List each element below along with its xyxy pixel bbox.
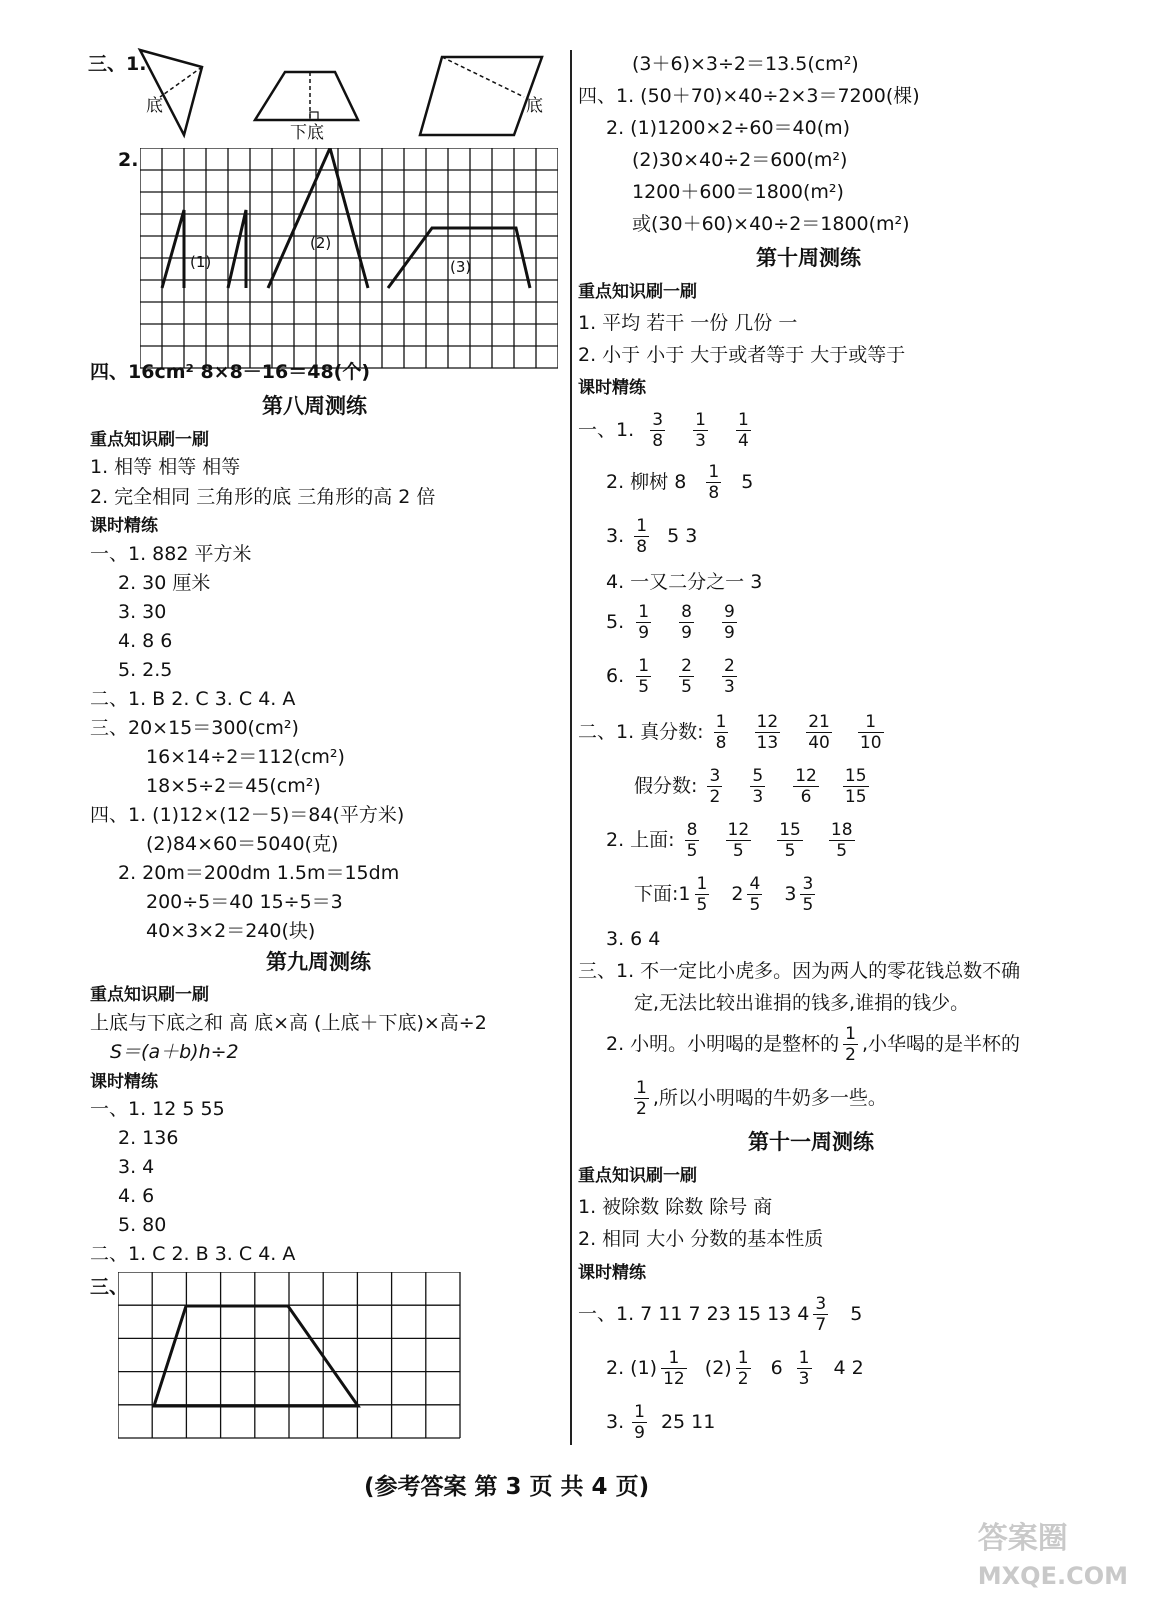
w10-2-2b-label: 下面: — [634, 883, 679, 905]
w10-zd1: 1. 平均 若干 一份 几份 一 — [578, 312, 798, 334]
w10-1-6-label: 6. — [606, 665, 625, 687]
frac-1-3: $\frac{1}{3}$ — [695, 410, 706, 451]
w10-3-2a-tail: ,小华喝的是半杯的 — [862, 1033, 1021, 1055]
w10-3-1b: 定,无法比较出谁捐的钱多,谁捐的钱少。 — [634, 992, 970, 1014]
w11-1-2-tail: 4 2 — [833, 1357, 864, 1379]
frac-9-9: $\frac{9}{9}$ — [723, 602, 735, 643]
w10-3-2a: 2. 小明。小明喝的是整杯的 — [606, 1033, 840, 1055]
w10-1-6-row — [606, 654, 741, 698]
w8-3a: 三、20×15＝300(cm²) — [90, 717, 299, 739]
frac-1-4: $\frac{1}{4}$ — [737, 410, 749, 451]
w8-1-2: 2. 30 厘米 — [118, 572, 211, 594]
w8-4b: (2)84×60＝5040(克) — [146, 833, 339, 855]
w10-2-2b-row — [634, 872, 819, 916]
w9-ks: 课时精练 — [90, 1072, 158, 1092]
w8-4d: 200÷5＝40 15÷5＝3 — [146, 891, 343, 913]
w9-1-3: 3. 4 — [118, 1156, 155, 1178]
frac-15-15: $\frac{15}{15}$ — [844, 766, 867, 807]
w11-1-1-row — [578, 1292, 862, 1336]
week9-title: 第九周测练 — [266, 950, 371, 974]
grid-label-3: (3) — [450, 258, 472, 276]
w10-1-2-tail: 5 — [741, 471, 754, 493]
w10-3-1a: 三、1. 不一定比小虎多。因为两人的零花钱总数不确 — [578, 960, 1021, 982]
grid-label-1: (1) — [190, 253, 212, 271]
w10-2-2-row — [606, 818, 859, 862]
shapes-figure — [130, 45, 560, 155]
w11-1-1: 一、1. 7 11 7 23 15 13 4 — [578, 1303, 810, 1325]
w8-zd2: 2. 完全相同 三角形的底 三角形的高 2 倍 — [90, 486, 436, 508]
r4-1: 四、1. (50＋70)×40÷2×3＝7200(棵) — [578, 85, 920, 107]
r4-2b: (2)30×40÷2＝600(m²) — [632, 149, 848, 171]
w8-ks: 课时精练 — [90, 516, 158, 536]
frac-1-8b: $\frac{1}{8}$ — [636, 516, 648, 557]
frac-3-7: $\frac{3}{7}$ — [815, 1294, 827, 1335]
w10-1-5-row — [606, 600, 741, 644]
frac-1-9: $\frac{1}{9}$ — [638, 602, 650, 643]
w10-1-1-label: 一、1. — [578, 419, 635, 441]
frac-1-5b: $\frac{1}{5}$ — [696, 874, 708, 915]
column-divider — [570, 50, 572, 1445]
frac-5-3: $\frac{5}{3}$ — [752, 766, 764, 807]
w9-zd1: 上底与下底之和 高 底×高 (上底＋下底)×高÷2 — [90, 1012, 487, 1034]
w10-1-3-label: 3. — [606, 525, 625, 547]
w10-2-2-label: 2. 上面: — [606, 829, 675, 851]
w9-2: 二、1. C 2. B 3. C 4. A — [90, 1243, 296, 1265]
w8-4e: 40×3×2＝240(块) — [146, 920, 316, 942]
r4-2d: 或(30＋60)×40÷2＝1800(m²) — [632, 213, 910, 235]
w10-2-1b-row — [634, 764, 873, 808]
parallelogram-shape — [420, 57, 542, 135]
w8-1-5: 5. 2.5 — [118, 659, 173, 681]
w10-2-3: 3. 6 4 — [606, 928, 661, 950]
w8-3b: 16×14÷2＝112(cm²) — [146, 746, 345, 768]
w8-zd: 重点知识刷一刷 — [90, 430, 209, 450]
frac-12-5: $\frac{12}{5}$ — [727, 820, 750, 861]
w10-1-4: 4. 一又二分之一 3 — [606, 571, 763, 593]
frac-12-13: $\frac{12}{13}$ — [756, 712, 779, 753]
frac-1-3b: $\frac{1}{3}$ — [798, 1348, 810, 1389]
w11-1-2-label: 2. (1) — [606, 1357, 658, 1379]
w9-zd2: S＝(a＋b)h÷2 — [110, 1041, 239, 1063]
w10-ks: 课时精练 — [578, 378, 646, 398]
w11-1-3-label: 3. — [606, 1411, 625, 1433]
frac-1-2: $\frac{1}{2}$ — [845, 1024, 856, 1065]
w9-1-1: 一、1. 12 5 55 — [90, 1098, 225, 1120]
w11-1-3-row — [606, 1400, 715, 1444]
w11-zd1: 1. 被除数 除数 除号 商 — [578, 1196, 773, 1218]
w11-1-1-tail: 5 — [850, 1303, 863, 1325]
s3-1-label: 三、1. — [88, 53, 147, 75]
frac-3-8: $\frac{3}{8}$ — [652, 410, 664, 451]
frac-8-5: $\frac{8}{5}$ — [686, 820, 698, 861]
label-di-2: 底 — [526, 96, 543, 116]
frac-2-5: $\frac{2}{5}$ — [681, 656, 692, 697]
w10-1-3-tail: 5 3 — [667, 525, 698, 547]
w8-1-1: 一、1. 882 平方米 — [90, 543, 252, 565]
trapezoid-shape — [255, 72, 358, 120]
w8-2: 二、1. B 2. C 3. C 4. A — [90, 688, 296, 710]
r4-2a: 2. (1)1200×2÷60＝40(m) — [606, 117, 851, 139]
w10-zd: 重点知识刷一刷 — [578, 282, 697, 302]
w8-3c: 18×5÷2＝45(cm²) — [146, 775, 321, 797]
w11-1-2-row — [606, 1346, 864, 1390]
w8-4a: 四、1. (1)12×(12－5)＝84(平方米) — [90, 804, 405, 826]
w10-3-2b-tail: ,所以小明喝的牛奶多一些。 — [652, 1087, 887, 1109]
w11-1-2-mid2: 6 — [770, 1357, 783, 1379]
w10-1-2-label: 2. 柳树 8 — [606, 471, 687, 493]
w9-1-4: 4. 6 — [118, 1185, 155, 1207]
frac-8-9: $\frac{8}{9}$ — [681, 602, 692, 643]
frac-1-8c: $\frac{1}{8}$ — [715, 712, 727, 753]
frac-18-5: $\frac{18}{5}$ — [830, 820, 853, 861]
w10-1-5-label: 5. — [606, 611, 625, 633]
frac-2-3: $\frac{2}{3}$ — [723, 656, 735, 697]
frac-1-2c: $\frac{1}{2}$ — [737, 1348, 749, 1389]
grid-figure-2 — [118, 1272, 462, 1440]
w10-1-3-row — [606, 514, 697, 558]
w11-1-3-tail: 25 11 — [660, 1411, 716, 1433]
w8-1-3: 3. 30 — [118, 601, 167, 623]
w9-1-2: 2. 136 — [118, 1127, 179, 1149]
w9-zd: 重点知识刷一刷 — [90, 985, 209, 1005]
w10-2-1-label: 二、1. 真分数: — [578, 721, 704, 743]
mixed-whole-1: 1 — [678, 883, 691, 905]
w9-1-5: 5. 80 — [118, 1214, 167, 1236]
frac-1-10: $\frac{1}{10}$ — [859, 712, 882, 753]
frac-1-9b: $\frac{1}{9}$ — [634, 1402, 645, 1443]
frac-3-2: $\frac{3}{2}$ — [709, 766, 721, 807]
frac-1-12: $\frac{1}{12}$ — [663, 1348, 685, 1389]
frac-1-5: $\frac{1}{5}$ — [638, 656, 650, 697]
week10-title: 第十周测练 — [756, 246, 861, 270]
w10-3-2a-row — [606, 1022, 1020, 1066]
w10-2-1b-label: 假分数: — [634, 775, 698, 797]
r4-2c: 1200＋600＝1800(m²) — [632, 181, 844, 203]
w10-3-2b-row — [630, 1076, 887, 1120]
frac-21-40: $\frac{21}{40}$ — [808, 712, 830, 753]
page-footer: (参考答案 第 3 页 共 4 页) — [364, 1474, 650, 1500]
w8-4c: 2. 20m＝200dm 1.5m＝15dm — [118, 862, 400, 884]
w11-zd: 重点知识刷一刷 — [578, 1166, 697, 1186]
w10-2-1-row — [578, 710, 888, 754]
w11-zd2: 2. 相同 大小 分数的基本性质 — [578, 1228, 824, 1250]
label-di-1: 底 — [146, 96, 163, 116]
w10-1-1-row — [578, 408, 755, 452]
week8-title: 第八周测练 — [262, 394, 367, 418]
mixed-whole-2: 2 — [731, 883, 744, 905]
frac-3-5: $\frac{3}{5}$ — [802, 874, 814, 915]
w10-zd2: 2. 小于 小于 大于或者等于 大于或等于 — [578, 344, 906, 366]
frac-1-2b: $\frac{1}{2}$ — [636, 1078, 647, 1119]
mixed-whole-3: 3 — [784, 883, 797, 905]
w8-zd1: 1. 相等 相等 相等 — [90, 456, 241, 478]
triangle-shape — [140, 50, 202, 135]
w11-ks: 课时精练 — [578, 1263, 646, 1283]
w11-1-2-mid: (2) — [704, 1357, 732, 1379]
s4-answer: 四、16cm² 8×8－16＝48(个) — [90, 361, 371, 383]
r0: (3＋6)×3÷2＝13.5(cm²) — [632, 53, 859, 75]
label-xiadi: 下底 — [290, 123, 324, 143]
week11-title: 第十一周测练 — [748, 1130, 874, 1154]
w8-1-4: 4. 8 6 — [118, 630, 173, 652]
w9-3: 三、 — [90, 1276, 129, 1298]
watermark-logo: 答案圈 MXQE.COM — [977, 1521, 1128, 1590]
frac-15-5: $\frac{15}{5}$ — [779, 820, 801, 861]
frac-12-6: $\frac{12}{6}$ — [795, 766, 817, 807]
frac-1-8: $\frac{1}{8}$ — [708, 462, 720, 503]
grid-label-2: (2) — [310, 234, 332, 252]
frac-4-5: $\frac{4}{5}$ — [749, 874, 761, 915]
w10-1-2-row — [606, 460, 753, 504]
s3-2-label: 2. — [118, 149, 139, 171]
